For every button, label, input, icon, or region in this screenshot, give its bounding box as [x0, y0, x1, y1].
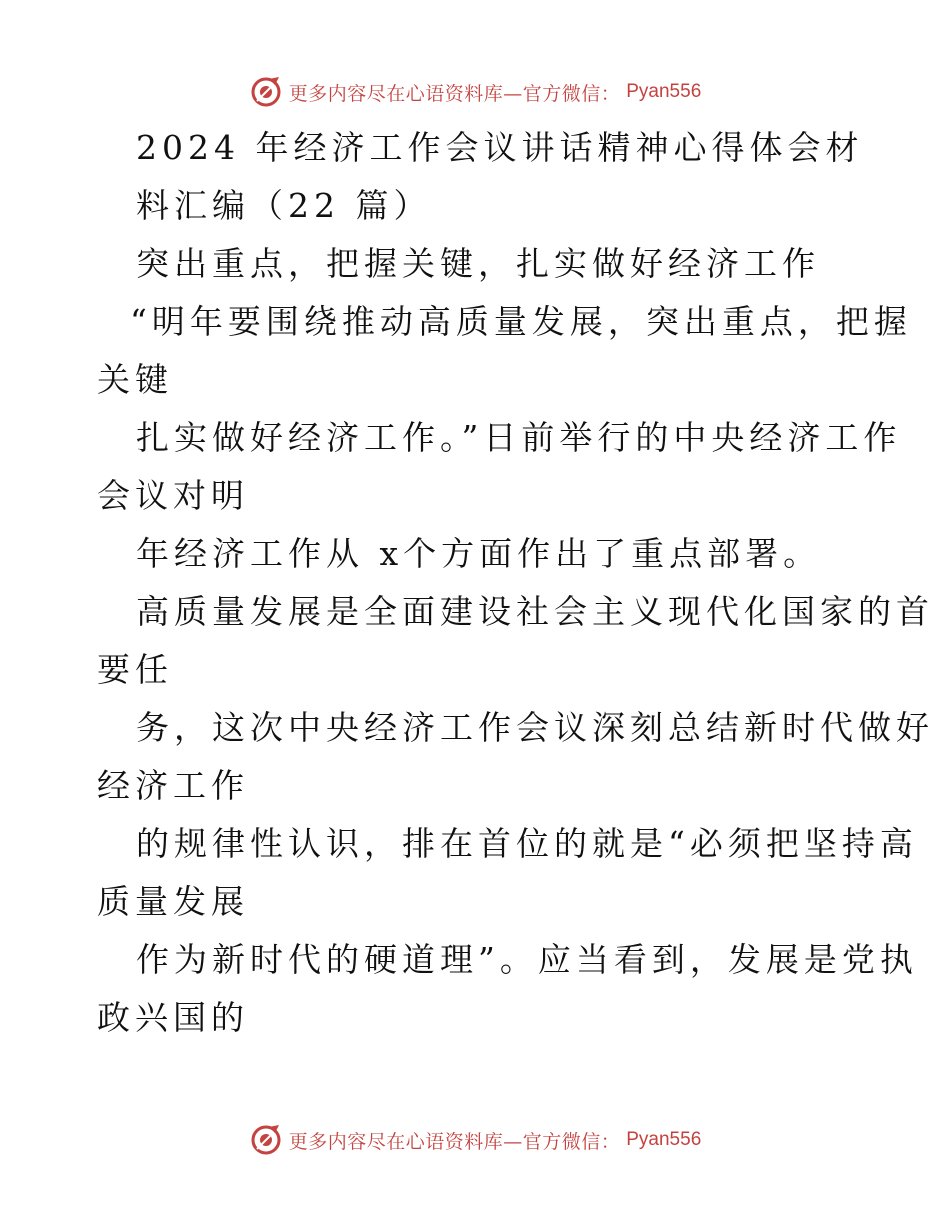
doc-line: 高质量发展是全面建设社会主义现代化国家的首 — [136, 592, 934, 631]
quill-circle-icon — [249, 75, 283, 109]
watermark-text: 更多内容尽在心语资料库—官方微信： — [288, 1130, 621, 1153]
doc-line: 要任 — [97, 650, 173, 689]
quill-circle-icon — [249, 1123, 283, 1157]
header-watermark — [0, 72, 950, 112]
doc-line: 作为新时代的硬道理”。应当看到，发展是党执 — [136, 940, 918, 979]
doc-line: 关键 — [97, 360, 173, 399]
doc-title-line-1: 2024 年经济工作会议讲话精神心得体会材 — [136, 128, 864, 167]
footer-watermark — [0, 1120, 950, 1160]
doc-line: 务，这次中央经济工作会议深刻总结新时代做好 — [136, 708, 934, 747]
doc-line: 会议对明 — [97, 476, 249, 515]
doc-title-line-2: 料汇编（22 篇） — [136, 186, 432, 225]
doc-line: 扎实做好经济工作。”日前举行的中央经济工作 — [136, 418, 902, 457]
watermark-wechat-id: Pyan556 — [626, 81, 702, 102]
doc-line: 年经济工作从 x个方面作出了重点部署。 — [136, 534, 822, 573]
watermark-text: 更多内容尽在心语资料库—官方微信： — [288, 82, 621, 105]
watermark-wechat-id: Pyan556 — [626, 1129, 702, 1150]
doc-line: “明年要围绕推动高质量发展，突出重点，把握 — [130, 302, 912, 341]
doc-subtitle: 突出重点，把握关键，扎实做好经济工作 — [136, 244, 820, 283]
doc-line: 经济工作 — [97, 766, 249, 805]
doc-line: 的规律性认识，排在首位的就是“必须把坚持高 — [136, 824, 918, 863]
doc-line: 质量发展 — [97, 882, 249, 921]
doc-line: 政兴国的 — [97, 998, 249, 1037]
